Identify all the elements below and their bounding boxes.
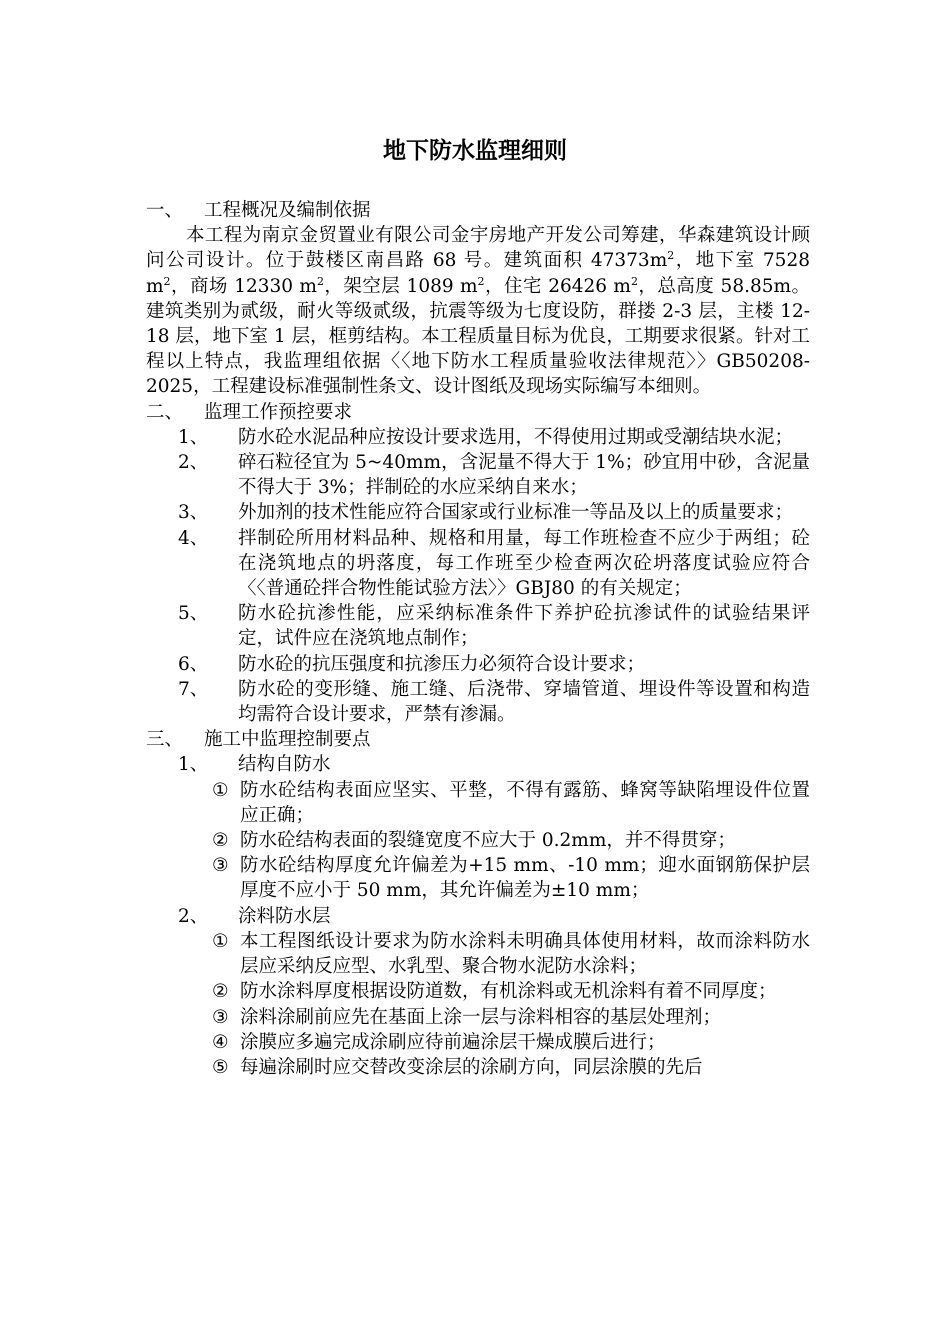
- section-3-heading: [146, 727, 810, 752]
- item-text: 拌制砼所用材料品种、规格和用量，每工作班检查不应少于两组；砼在浇筑地点的坍落度，每工作班至少检查两次砼坍落度试验应符合〈〈普通砼拌合物性能试验方法〉〉GBJ80 的有关规定；: [238, 527, 810, 600]
- list-item: [146, 450, 810, 500]
- paragraph-text: ，商场 12330 m: [170, 275, 317, 297]
- subsection-heading: [146, 752, 810, 777]
- item-text: 防水砼抗渗性能，应采纳标准条件下养护砼抗渗试件的试验结果评定，试件应在浇筑地点制作；: [238, 603, 810, 650]
- item-number: 6、: [178, 653, 209, 675]
- item-text: 涂膜应多遍完成涂刷应待前遍涂层干燥成膜后进行；: [240, 1031, 666, 1053]
- superscript: 2: [316, 274, 324, 288]
- item-number: ②: [212, 830, 229, 852]
- item-number: 4、: [178, 527, 209, 549]
- list-item: [146, 1005, 810, 1030]
- section-1-heading: [146, 198, 810, 223]
- item-number: 7、: [178, 678, 209, 700]
- section-title: 施工中监理控制要点: [204, 729, 371, 751]
- document-body: [146, 198, 810, 1080]
- item-number: ③: [212, 855, 229, 877]
- list-item: [146, 778, 810, 828]
- list-item: [146, 425, 810, 450]
- subsection-number: 1、: [178, 754, 209, 776]
- list-item: [146, 526, 810, 602]
- item-number: ①: [212, 930, 229, 952]
- list-item: [146, 677, 810, 727]
- list-item: [146, 929, 810, 979]
- superscript: 2: [630, 274, 638, 288]
- document-title: 地下防水监理细则: [383, 137, 567, 164]
- list-item: [146, 652, 810, 677]
- list-item: [146, 601, 810, 651]
- section-number: 一、: [146, 200, 184, 221]
- item-number: ③: [212, 1006, 229, 1028]
- item-text: 本工程图纸设计要求为防水涂料未明确具体使用材料，故而涂料防水层应采纳反应型、水乳型、聚合物水泥防水涂料；: [240, 930, 810, 978]
- section-number: 三、: [146, 729, 184, 751]
- item-text: 防水涂料厚度根据设防道数，有机涂料或无机涂料有着不同厚度；: [240, 981, 777, 1003]
- item-number: ①: [212, 779, 229, 801]
- item-number: 5、: [178, 603, 209, 625]
- section-title: 工程概况及编制依据: [204, 200, 371, 221]
- item-text: 防水砼结构厚度允许偏差为+15 mm、-10 mm；迎水面钢筋保护层厚度不应小于 50 mm，其允许偏差为±10 mm；: [240, 855, 810, 902]
- item-number: ⑤: [212, 1056, 229, 1078]
- list-item: [146, 1030, 810, 1055]
- item-text: 涂料涂刷前应先在基面上涂一层与涂料相容的基层处理剂；: [240, 1006, 722, 1028]
- section-2-heading: [146, 400, 810, 425]
- section-title: 监理工作预控要求: [204, 401, 353, 423]
- item-number: 2、: [178, 452, 209, 474]
- item-text: 每遍涂刷时应交替改变涂层的涂刷方向，同层涂膜的先后: [240, 1056, 703, 1078]
- subsection-title: 结构自防水: [238, 754, 331, 776]
- list-item: [146, 1055, 810, 1080]
- item-text: 防水砼的抗压强度和抗渗压力必须符合设计要求；: [238, 653, 646, 675]
- item-text: 碎石粒径宜为 5~40mm，含泥量不得大于 1%；砂宜用中砂，含泥量不得大于 3%；拌制砼的水应采纳自来水；: [238, 452, 810, 499]
- subsection-title: 涂料防水层: [238, 905, 331, 927]
- item-number: 1、: [178, 426, 209, 448]
- list-item: [146, 828, 810, 853]
- list-item: [146, 500, 810, 525]
- item-text: 外加剂的技术性能应符合国家或行业标准一等品及以上的质量要求；: [238, 502, 794, 524]
- paragraph-text: ，架空层 1089 m: [323, 275, 478, 297]
- list-item: [146, 853, 810, 903]
- superscript: 2: [667, 249, 675, 263]
- item-number: ②: [212, 981, 229, 1003]
- project-overview-paragraph: [146, 223, 810, 399]
- subsection-heading: [146, 904, 810, 929]
- subsection-number: 2、: [178, 905, 209, 927]
- item-number: ④: [212, 1031, 229, 1053]
- item-number: 3、: [178, 502, 209, 524]
- list-item: [146, 979, 810, 1004]
- item-text: 防水砼结构表面应坚实、平整，不得有露筋、蜂窝等缺陷埋设件位置应正确；: [240, 779, 810, 826]
- item-text: 防水砼结构表面的裂缝宽度不应大于 0.2mm，并不得贯穿；: [240, 830, 736, 852]
- paragraph-text: 本工程为南京金贸置业有限公司金宇房地产开发公司筹建，华森建筑设计顾问公司设计。位于鼓楼区南昌路 68 号。建筑面积 47373m: [146, 225, 810, 272]
- item-text: 防水砼的变形缝、施工缝、后浇带、穿墙管道、埋设件等设置和构造均需符合设计要求，严禁有渗漏。: [238, 678, 810, 726]
- paragraph-text: ，地下室 7528 m: [146, 250, 810, 297]
- section-number: 二、: [146, 401, 184, 423]
- item-text: 防水砼水泥品种应按设计要求选用，不得使用过期或受潮结块水泥；: [238, 426, 794, 448]
- paragraph-text: ，总高度 58.85m。建筑类别为贰级，耐火等级贰级，抗震等级为七度设防，群搂 2-3 层，主楼 12-18 层，地下室 1 层，框剪结构。本工程质量目标为优良，工期要求很紧。针对工程以上特点，我监理组依据〈〈地下防水工程质量验收法律规范〉〉GB50208-2025，工程建设标准强制性条文、设计图纸及现场实际编写本细则。: [146, 275, 811, 398]
- superscript: 2: [163, 274, 171, 288]
- paragraph-text: ，住宅 26426 m: [484, 275, 631, 297]
- superscript: 2: [477, 274, 485, 288]
